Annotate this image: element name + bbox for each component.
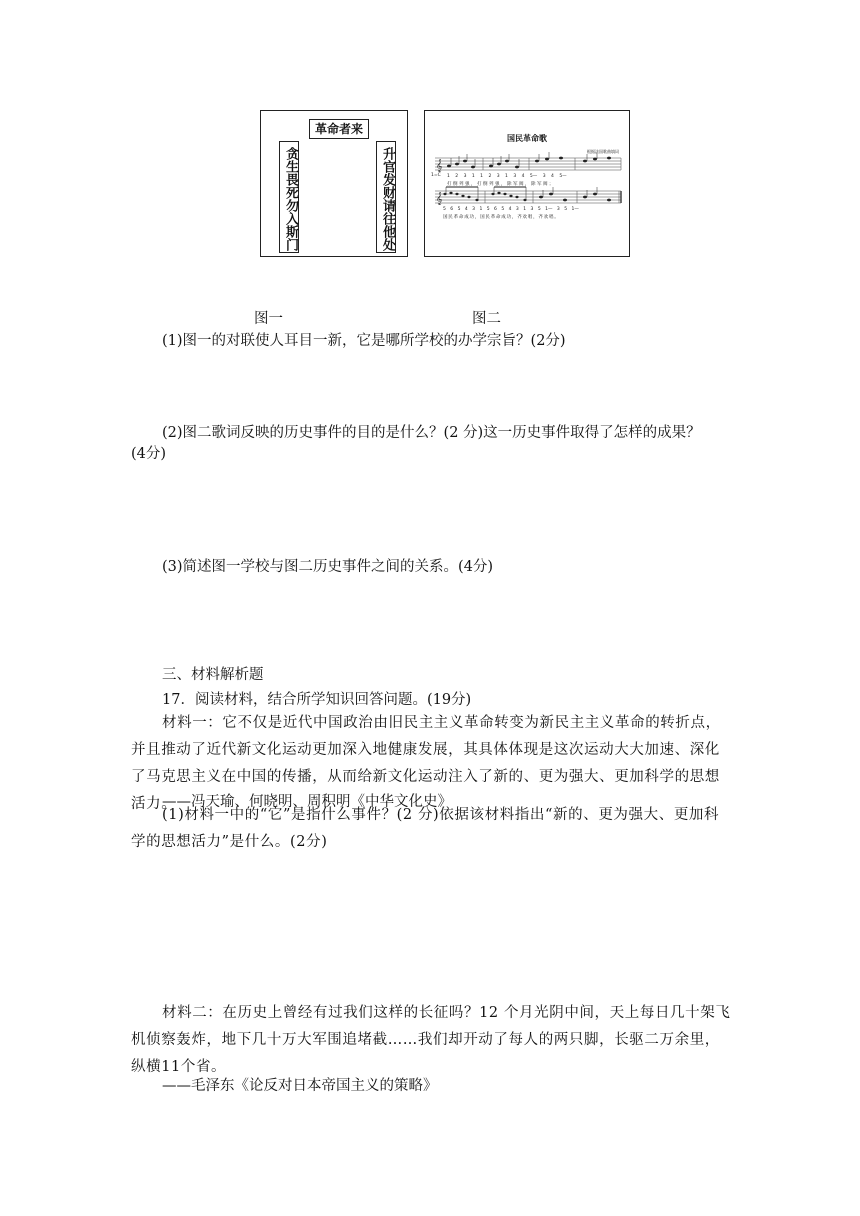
figure1-caption: 图一: [254, 311, 283, 327]
svg-text:𝄞: 𝄞: [436, 192, 443, 205]
question-3: (3)简述图一学校与图二历史事件之间的关系。(4分): [162, 559, 494, 575]
song-row1-numbers: 1 2 3 1 1 2 3 1 3 4 5— 3 4 5—: [447, 174, 567, 179]
song-title: 国民革命歌: [507, 134, 547, 143]
material-1-source: ——冯天瑜、何晓明、周积明《中华文化史》: [162, 794, 452, 810]
question-1: (1)图一的对联使人耳目一新，它是哪所学校的办学宗旨？(2分): [162, 333, 566, 349]
song-credit: 根据法国歌曲填词: [587, 149, 619, 154]
figure-couplet: [260, 110, 408, 257]
question-17-prompt: 17．阅读材料，结合所学知识回答问题。(19分): [162, 692, 472, 708]
couplet-banner: 革命者来: [309, 119, 369, 139]
song-row1-lyrics: 打倒列强，打倒列强，除军阀，除军阀；: [447, 182, 555, 187]
question-2-line1: (2)图二歌词反映的历史事件的目的是什么？(2 分)这一历史事件取得了怎样的成果？: [162, 425, 701, 441]
svg-text:𝄞: 𝄞: [436, 159, 443, 172]
song-key: 1=C: [431, 173, 441, 178]
question-2-line2: (4分): [131, 446, 167, 462]
figure-song-score: [424, 110, 630, 257]
section-heading: 三、材料解析题: [162, 667, 264, 683]
couplet-left-scroll: 贪生畏死勿入斯门: [279, 141, 299, 253]
song-row2-lyrics: 国民革命成功，国民革命成功，齐欢唱，齐欢唱。: [443, 215, 560, 220]
couplet-right-scroll: 升官发财请往他处: [376, 141, 396, 253]
material-2: 材料二：在历史上曾经有过我们这样的长征吗？12 个月光阴中间，天上每日几十架飞机侦察轰炸，地下几十万大军围追堵截……我们却开动了每人的两只脚，长驱二万余里，纵横11个省。: [131, 1005, 731, 1075]
sub-question-1: (1)材料一中的“它”是指什么事件？(2 分)依据该材料指出“新的、更为强大、更加科学的思想活力”是什么。(2分): [131, 807, 720, 850]
material-1: 材料一：它不仅是近代中国政治由旧民主主义革命转变为新民主主义革命的转折点，并且推动了近代新文化运动更加深入地健康发展，其具体体现是这次运动大大加速、深化了马克思主义在中国的传播，从而给新文化运动注入了新的、更为强大、更加科学的思想活力。: [131, 715, 721, 812]
figure2-caption: 图二: [472, 311, 501, 327]
song-row2-numbers: 5 6 5 4 3 1 5 6 5 4 3 1 3 5 1— 3 5 1—: [443, 207, 579, 212]
material-2-source: ——毛泽东《论反对日本帝国主义的策略》: [162, 1078, 438, 1094]
